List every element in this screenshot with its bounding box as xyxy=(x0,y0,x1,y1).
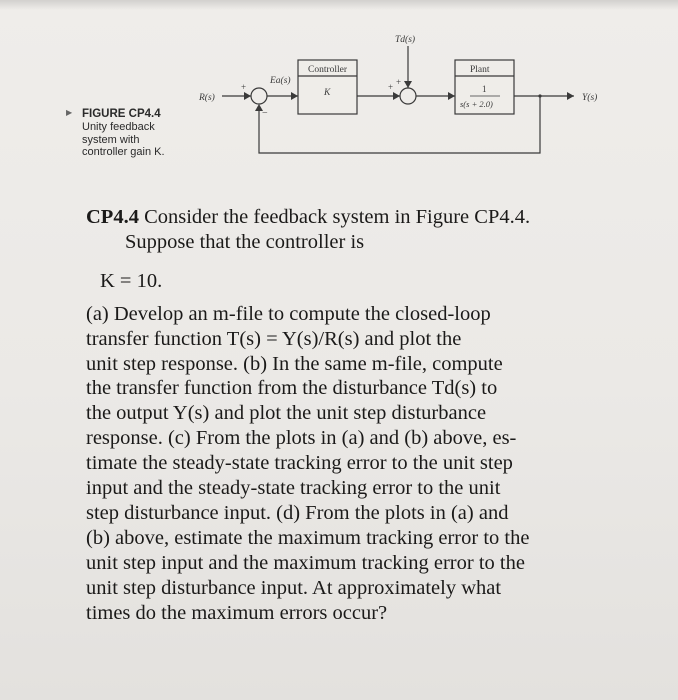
problem-intro-line-1 xyxy=(86,205,601,230)
problem-body-line-6: response. (c) From the plots in (a) and (b) above, es- xyxy=(86,427,517,450)
plant-numerator: 1 xyxy=(482,84,487,94)
controller-title: Controller xyxy=(308,65,348,75)
output-label: Y(s) xyxy=(582,93,598,103)
controller-gain: K xyxy=(324,88,331,98)
problem-body-line-12: unit step disturbance input. At approximately what xyxy=(86,576,502,599)
takeoff-point xyxy=(538,94,541,97)
sum2-plus-sign-left: + xyxy=(388,82,394,92)
block-diagram xyxy=(0,0,678,170)
input-arrowhead xyxy=(244,92,251,100)
sum1-plus-sign: + xyxy=(241,82,247,92)
problem-text xyxy=(86,205,601,626)
problem-body-line-8: input and the steady-state tracking error to the unit xyxy=(86,477,501,500)
summing-junction-1 xyxy=(251,88,267,104)
plant-title: Plant xyxy=(470,65,490,75)
problem-intro-text: Consider the feedback system in Figure CP4.4. xyxy=(144,206,531,228)
disturbance-arrowhead xyxy=(404,81,412,88)
figure-caption-title: FIGURE CP4.4 xyxy=(82,108,161,120)
problem-body-line-9: step disturbance input. (d) From the plots in (a) and xyxy=(86,501,509,524)
problem-body-line-7: timate the steady-state tracking error to the unit step xyxy=(86,452,513,475)
problem-number: CP4.4 xyxy=(86,206,139,228)
sum2-plus-sign-top: + xyxy=(396,77,402,87)
problem-body-line-2: transfer function T(s) = Y(s)/R(s) and plot the xyxy=(86,327,462,350)
figure-caption-line-1: Unity feedback xyxy=(82,121,155,134)
disturbance-label: Td(s) xyxy=(395,35,416,45)
problem-body-line-13: times do the maximum errors occur? xyxy=(86,601,388,624)
problem-body-line-1: (a) Develop an m-file to compute the closed-loop xyxy=(86,302,491,325)
controller-arrowhead xyxy=(291,92,298,100)
problem-body-line-4: the transfer function from the disturbance Td(s) to xyxy=(86,377,498,400)
junction2-arrowhead xyxy=(393,92,400,100)
problem-body-line-11: unit step input and the maximum tracking error to the xyxy=(86,551,525,574)
figure-caption-line-3: controller gain K. xyxy=(82,146,165,159)
figure-caption-line-2: system with xyxy=(82,133,140,146)
problem-body-line-5: the output Y(s) and plot the unit step disturbance xyxy=(86,402,487,425)
problem-intro-line-2: Suppose that the controller is xyxy=(125,230,365,253)
output-arrowhead xyxy=(567,92,574,100)
summing-junction-2 xyxy=(400,88,416,104)
input-label: R(s) xyxy=(199,93,215,103)
error-label: Ea(s) xyxy=(270,76,291,86)
plant-arrowhead xyxy=(448,92,455,100)
sum1-minus-sign: − xyxy=(262,108,268,119)
plant-denominator: s(s + 2.0) xyxy=(460,99,493,109)
problem-body-line-10: (b) above, estimate the maximum tracking error to the xyxy=(86,526,530,549)
controller-equation: K = 10. xyxy=(100,269,163,292)
figure-marker: ▶ xyxy=(66,108,73,117)
problem-body-line-3: unit step response. (b) In the same m-file, compute xyxy=(86,352,503,375)
